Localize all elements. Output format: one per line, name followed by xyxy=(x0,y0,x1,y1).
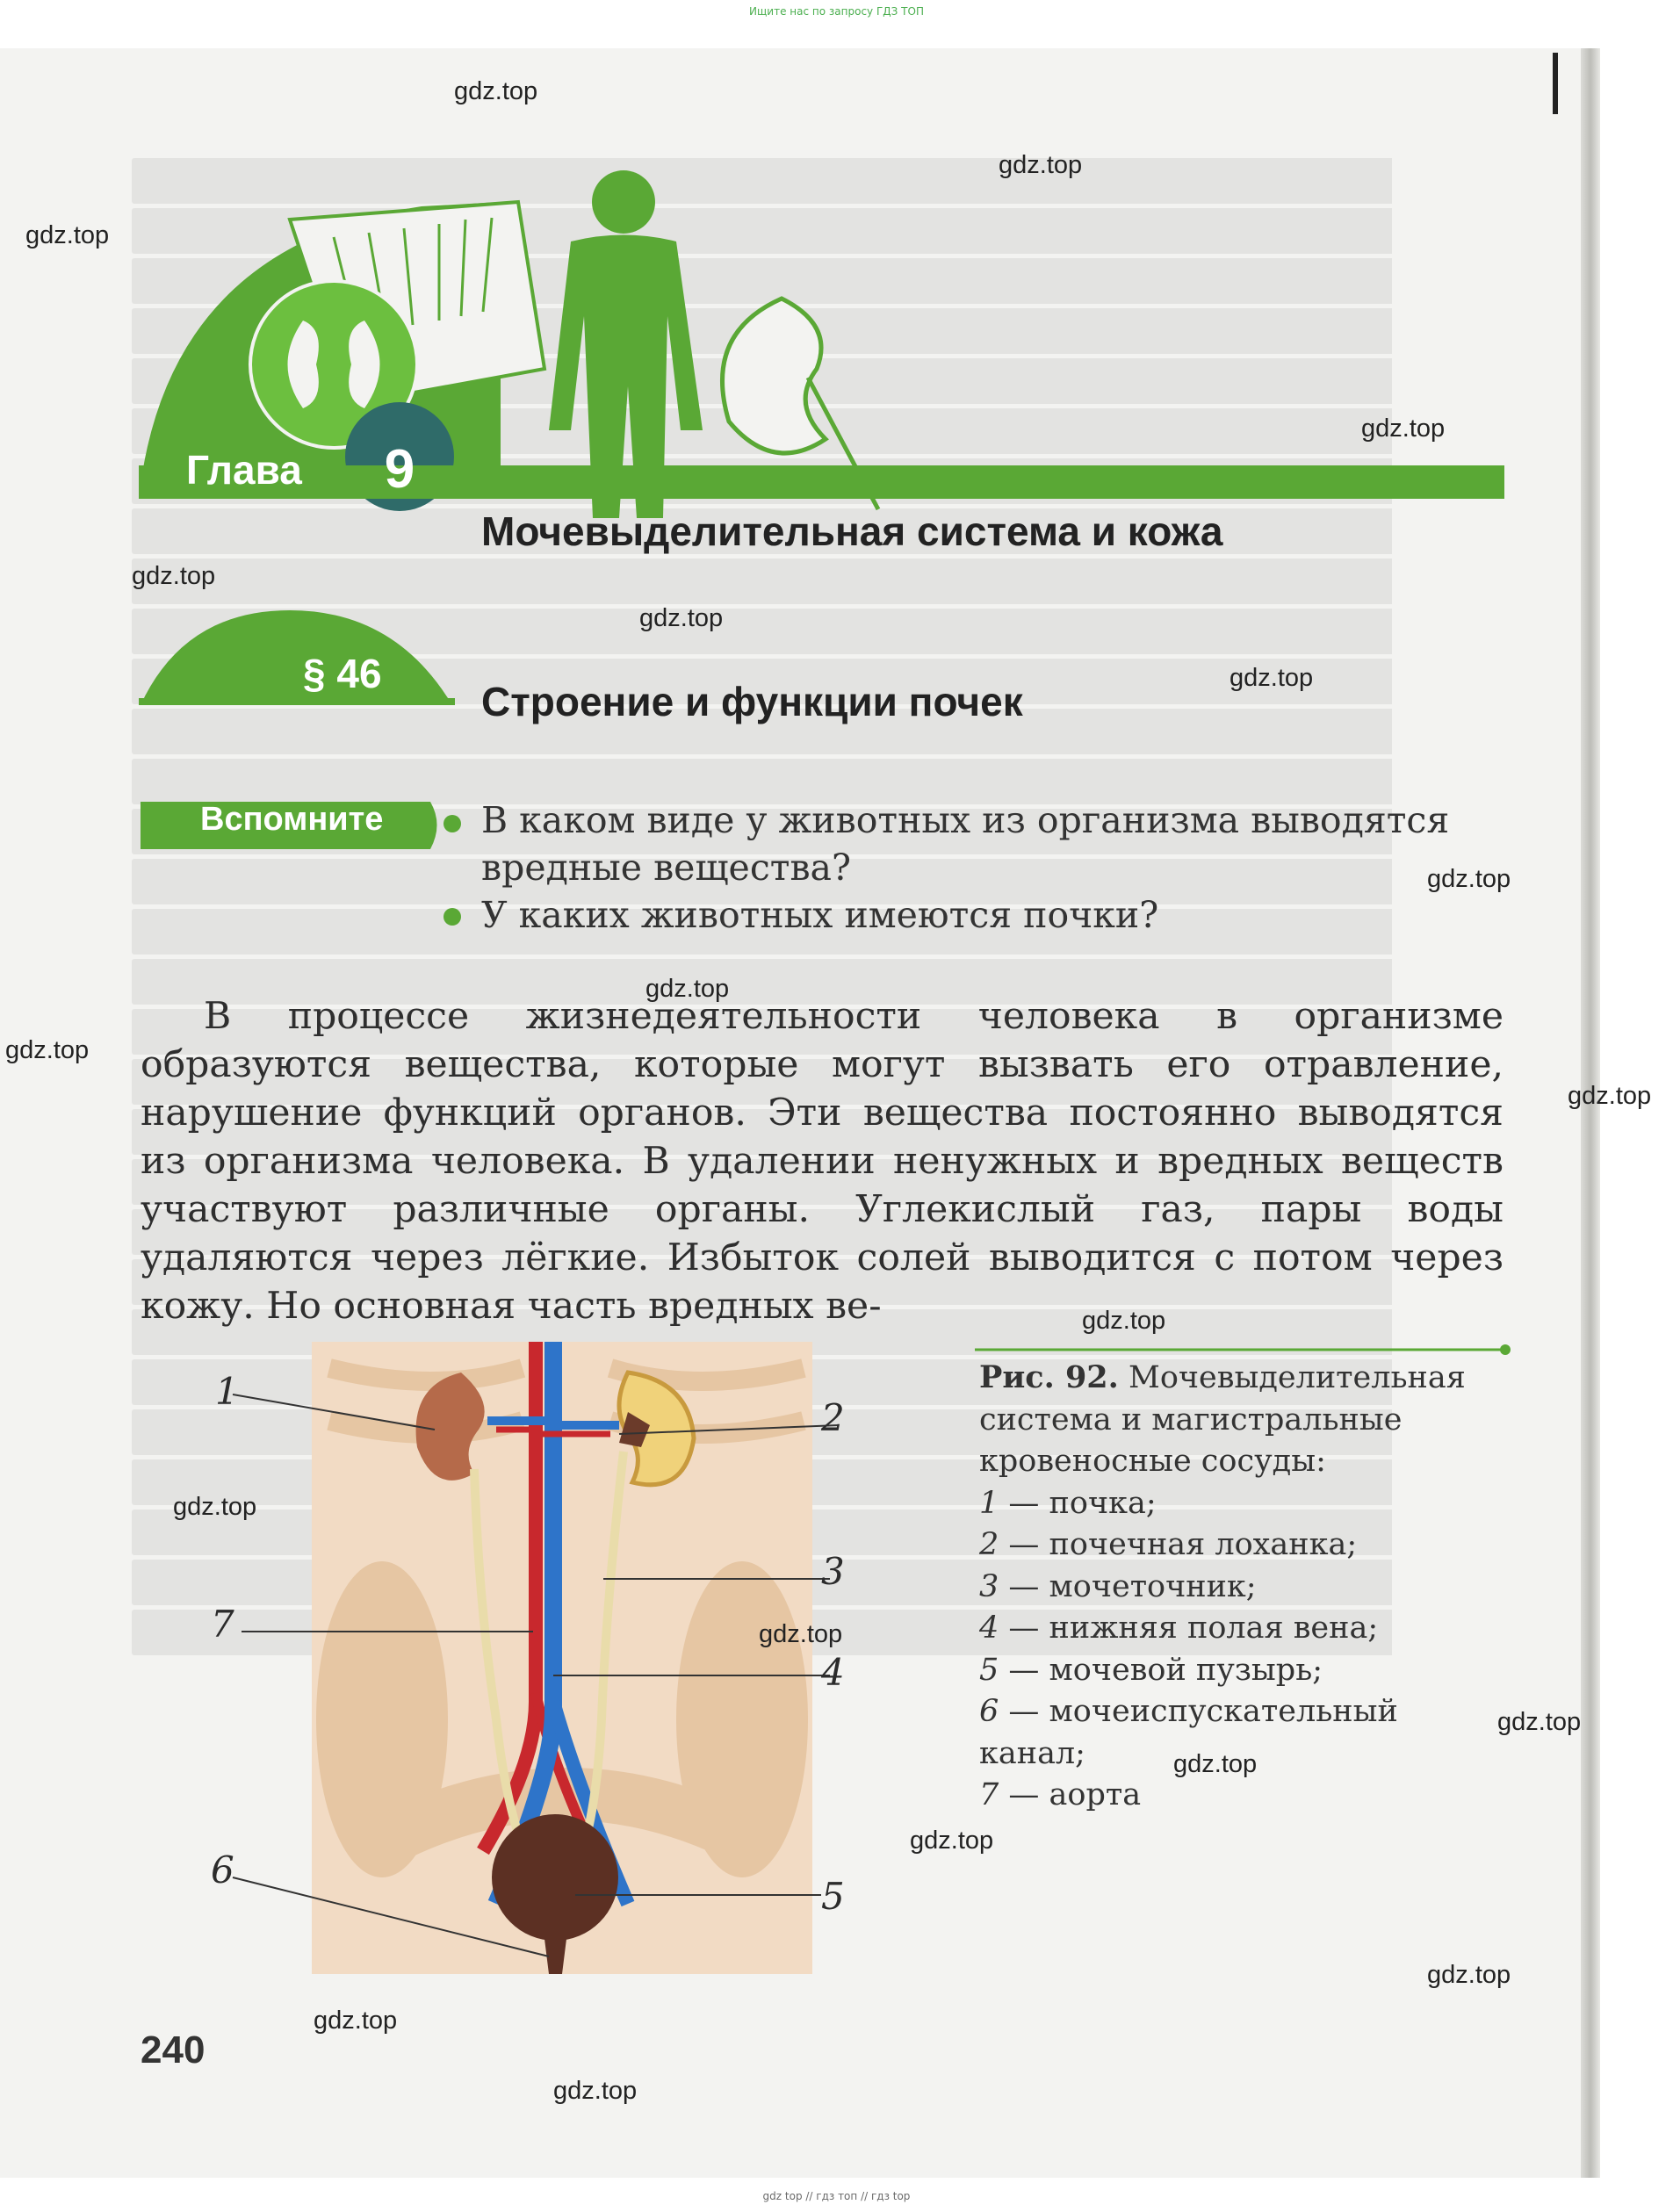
watermark: gdz.top xyxy=(553,2077,638,2105)
figure-label-1: 1 xyxy=(215,1370,239,1413)
section-arc xyxy=(141,610,452,705)
caption-rule xyxy=(975,1344,1515,1356)
watermark: gdz.top xyxy=(314,2007,398,2035)
body-paragraph-text: В процессе жизнедеятельности человека в организме образуются вещества, которые могут вызвать его отравление, нарушение функций органов. Эти вещества постоянно выводятся из организма человека. В удалении ненужных и вредных веществ участвуют различные органы. Углекислый газ, пары воды удаляются через лёгкие. Избыток солей выводится с потом через кожу. Но основная часть вредных ве- xyxy=(141,995,1504,1328)
bottom-note: gdz top // гдз топ // гдз top xyxy=(762,2190,911,2202)
book-spine xyxy=(1581,48,1600,2178)
figure-label-3: 3 xyxy=(821,1550,845,1593)
chapter-label: Глава xyxy=(186,447,302,493)
caption-item: 1 — почка; xyxy=(979,1485,1157,1521)
watermark: gdz.top xyxy=(1361,414,1446,443)
watermark: gdz.top xyxy=(645,975,730,1003)
watermark: gdz.top xyxy=(1082,1307,1166,1335)
watermark: gdz.top xyxy=(1173,1750,1258,1778)
caption-item: 7 — аорта xyxy=(979,1777,1142,1812)
watermark: gdz.top xyxy=(173,1493,257,1521)
watermark: gdz.top xyxy=(999,151,1083,179)
section-bar xyxy=(139,698,455,705)
figure-label-7: 7 xyxy=(211,1603,234,1646)
watermark: gdz.top xyxy=(1427,1961,1511,1989)
section-title: Строение и функции почек xyxy=(481,679,1023,724)
renal-veins xyxy=(487,1421,619,1425)
figure-urinary-system xyxy=(206,1342,927,1992)
spine-mark xyxy=(1553,53,1558,114)
caption-label: Рис. 92. xyxy=(979,1359,1119,1395)
watermark: gdz.top xyxy=(454,77,538,105)
question-1-line-1: В каком виде у животных из организма выводятся xyxy=(481,799,1450,841)
caption-text: Мочевыделительная система и магистральные кровеносные сосуды: xyxy=(979,1360,1466,1479)
page-number: 240 xyxy=(141,2028,206,2071)
figure-label-5: 5 xyxy=(821,1875,845,1918)
bullet-icon xyxy=(443,908,461,926)
watermark: gdz.top xyxy=(759,1620,843,1648)
figure-caption xyxy=(979,1357,1489,1817)
watermark: gdz.top xyxy=(25,221,110,249)
caption-item: 4 — нижняя полая вена; xyxy=(979,1610,1379,1646)
chapter-title: Мочевыделительная система и кожа xyxy=(481,508,1223,554)
watermark: gdz.top xyxy=(910,1827,994,1855)
body-paragraph xyxy=(141,992,1504,1330)
figure-label-2: 2 xyxy=(821,1396,845,1439)
figure-label-6: 6 xyxy=(211,1848,234,1891)
bullet-icon xyxy=(443,815,461,832)
kidney-sketch xyxy=(723,299,826,453)
watermark: gdz.top xyxy=(639,604,724,632)
caption-item: 6 — мочеиспускательный канал; xyxy=(979,1694,1398,1771)
caption-item: 3 — мочеточник; xyxy=(979,1568,1257,1604)
question-1-line-2: вредные вещества? xyxy=(481,847,851,889)
remember-label: Вспомните xyxy=(200,801,384,838)
section-number: § 46 xyxy=(303,651,382,696)
watermark: gdz.top xyxy=(5,1036,90,1064)
watermark: gdz.top xyxy=(1568,1082,1652,1110)
question-2: У каких животных имеются почки? xyxy=(481,894,1159,936)
bladder xyxy=(492,1814,618,1941)
figure-label-4: 4 xyxy=(821,1651,845,1694)
chapter-bar xyxy=(139,465,1504,499)
watermark: gdz.top xyxy=(1497,1708,1582,1736)
watermark: gdz.top xyxy=(132,562,216,590)
watermark: gdz.top xyxy=(1230,664,1314,692)
top-note: Ищите нас по запросу ГДЗ ТОП xyxy=(749,5,924,18)
caption-item: 2 — почечная лоханка; xyxy=(979,1527,1358,1562)
watermark: gdz.top xyxy=(1427,865,1511,893)
chapter-number: 9 xyxy=(384,439,415,500)
caption-item: 5 — мочевой пузырь; xyxy=(979,1652,1323,1688)
